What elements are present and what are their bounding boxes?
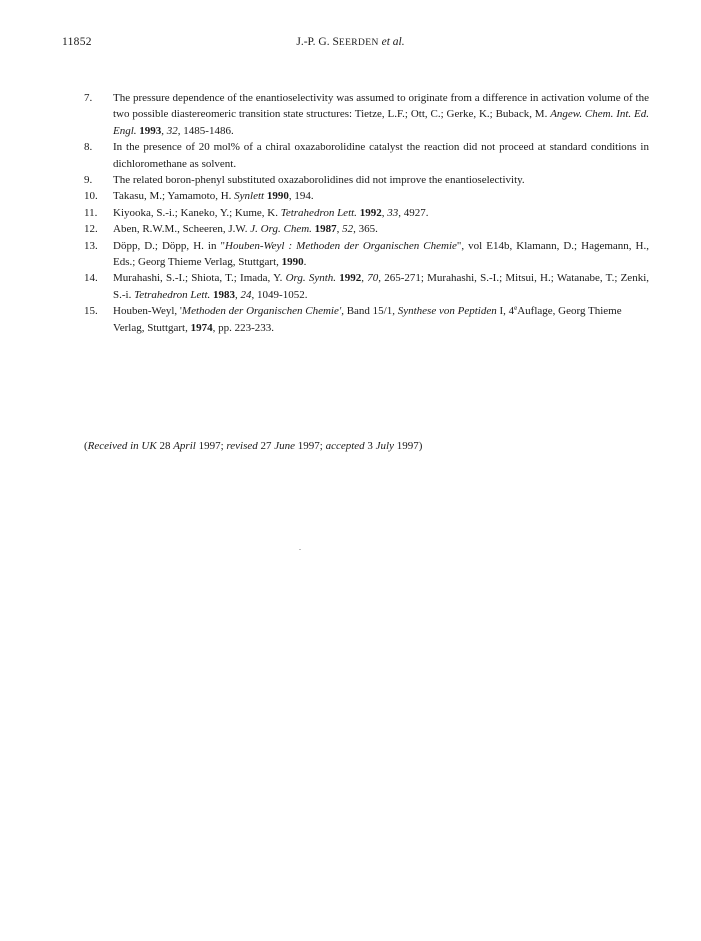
received-label: Received in UK [87, 440, 157, 452]
italic-segment: 32 [166, 124, 178, 137]
bold-year: 1990 [281, 256, 304, 269]
text-segment: , 194. [288, 190, 314, 203]
text-segment: , 4927. [398, 206, 429, 219]
bold-year: 1990 [266, 190, 289, 203]
reference-item [84, 90, 649, 139]
text-segment: , [336, 223, 343, 236]
reference-number: 14. [84, 272, 98, 285]
italic-segment: Synthese von Peptiden [397, 305, 497, 318]
bold-year: 1987 [314, 223, 337, 236]
italic-segment: 24 [240, 288, 252, 301]
reference-text [113, 139, 649, 172]
reference-number: 10. [84, 190, 98, 203]
reference-item [84, 238, 649, 271]
reference-text [113, 238, 649, 271]
text-segment: In the presence of 20 mol% of a chiral oxazaborolidine catalyst the reaction did not proceed at standard conditions in dichloromethane as solvent. [113, 141, 649, 170]
page-number: 11852 [62, 36, 92, 48]
text-segment: , [361, 272, 368, 285]
reference-item [84, 205, 649, 221]
text-segment: Takasu, M.; Yamamoto, H. [113, 190, 235, 203]
bold-year: 1992 [359, 206, 382, 219]
reference-text [113, 172, 649, 188]
text-segment: , [235, 288, 241, 301]
accepted-month: July [375, 440, 394, 452]
text-segment: Auflage, Georg Thieme Verlag, Stuttgart, [113, 305, 622, 334]
received-month: April [173, 440, 196, 452]
reference-item [84, 188, 649, 204]
scan-speck [299, 549, 301, 550]
text-segment: Kiyooka, S.-i.; Kaneko, Y.; Kume, K. [113, 206, 281, 219]
text-segment: , 1049-1052. [251, 288, 308, 301]
italic-segment: 33 [387, 206, 399, 219]
bold-year: 1974 [190, 321, 213, 334]
reference-item [84, 270, 649, 303]
text-segment: , [161, 124, 167, 137]
text-segment: Aben, R.W.M., Scheeren, J.W. [113, 223, 251, 236]
text-segment: I, 4 [496, 305, 515, 318]
italic-segment: Methoden der Organischen Chemie' [181, 305, 342, 318]
running-head-et-al: et al. [381, 36, 405, 48]
reference-list [84, 90, 649, 336]
text-segment: , 365. [353, 223, 378, 236]
bold-year: 1992 [339, 272, 362, 285]
accepted-date: 3 [364, 440, 376, 452]
italic-segment: Angew. Chem. Int. Ed. Engl. [113, 108, 649, 137]
reference-text [113, 270, 649, 303]
revised-label: revised [226, 440, 258, 452]
reference-number: 7. [84, 92, 93, 104]
bold-year: 1983 [213, 288, 236, 301]
reference-number: 11. [84, 206, 98, 219]
revised-date: 27 [257, 440, 275, 452]
revised-year: 1997; [295, 440, 326, 452]
running-head [0, 36, 701, 48]
italic-segment: Tetrahedron Lett. [134, 288, 211, 301]
reference-number: 13. [84, 239, 98, 252]
received-line [84, 440, 422, 452]
reference-text [113, 303, 649, 336]
text-segment: , 265-271; Murahashi, S.-I.; Mitsui, H.; Watanabe, T.; Zenki, S.-i. [113, 272, 649, 301]
accepted-year: 1997) [394, 440, 423, 452]
text-segment: , Band 15/1, [341, 305, 398, 318]
received-open-paren: ( [84, 440, 88, 452]
accepted-label: accepted [325, 440, 365, 452]
text-segment: . [303, 256, 307, 269]
reference-number: 12. [84, 223, 98, 236]
text-segment: The pressure dependence of the enantioselectivity was assumed to originate from a difference in activation volume of the two possible diastereomeric transition state structures: Tietze, L.F.; Ott, C.; Gerke, K.; Buback, M. [113, 92, 649, 121]
text-segment: , pp. 223-233. [212, 321, 275, 334]
italic-segment: Tetrahedron Lett. [280, 206, 357, 219]
italic-segment: J. Org. Chem. [250, 223, 312, 236]
running-head-author-smallcaps: EERDEN [338, 38, 379, 48]
text-segment: Döpp, D.; Döpp, H. in " [113, 239, 225, 252]
running-head-author: J.-P. G. S [296, 36, 339, 48]
italic-segment: Org. Synth. [285, 272, 337, 285]
reference-number: 8. [84, 141, 93, 154]
received-year: 1997; [195, 440, 227, 452]
reference-number: 15. [84, 305, 98, 318]
italic-segment: 70 [367, 272, 379, 285]
text-segment: , 1485-1486. [177, 124, 234, 137]
reference-text [113, 90, 649, 139]
reference-item [84, 172, 649, 188]
text-segment: Murahashi, S.-I.; Shiota, T.; Imada, Y. [113, 272, 286, 285]
italic-segment: Houben-Weyl : Methoden der Organischen Chemie [225, 239, 457, 252]
received-date: 28 [156, 440, 174, 452]
text-segment: Houben-Weyl, ' [113, 305, 182, 318]
bold-year: 1993 [139, 124, 162, 137]
reference-number: 9. [84, 174, 93, 187]
reference-item [84, 221, 649, 237]
revised-month: June [274, 440, 296, 452]
reference-text [113, 205, 649, 221]
reference-item [84, 303, 649, 336]
text-segment: ", vol E14b, Klamann, D.; Hagemann, H., Eds.; Georg Thieme Verlag, Stuttgart, [113, 239, 649, 269]
italic-segment: Synlett [234, 190, 265, 203]
superscript: e [514, 304, 518, 313]
reference-text [113, 221, 649, 237]
italic-segment: 52 [342, 223, 354, 236]
reference-text [113, 188, 649, 204]
text-segment: , [381, 206, 388, 219]
text-segment: The related boron-phenyl substituted oxazaborolidines did not improve the enantioselectivity. [113, 174, 525, 187]
reference-item [84, 139, 649, 172]
